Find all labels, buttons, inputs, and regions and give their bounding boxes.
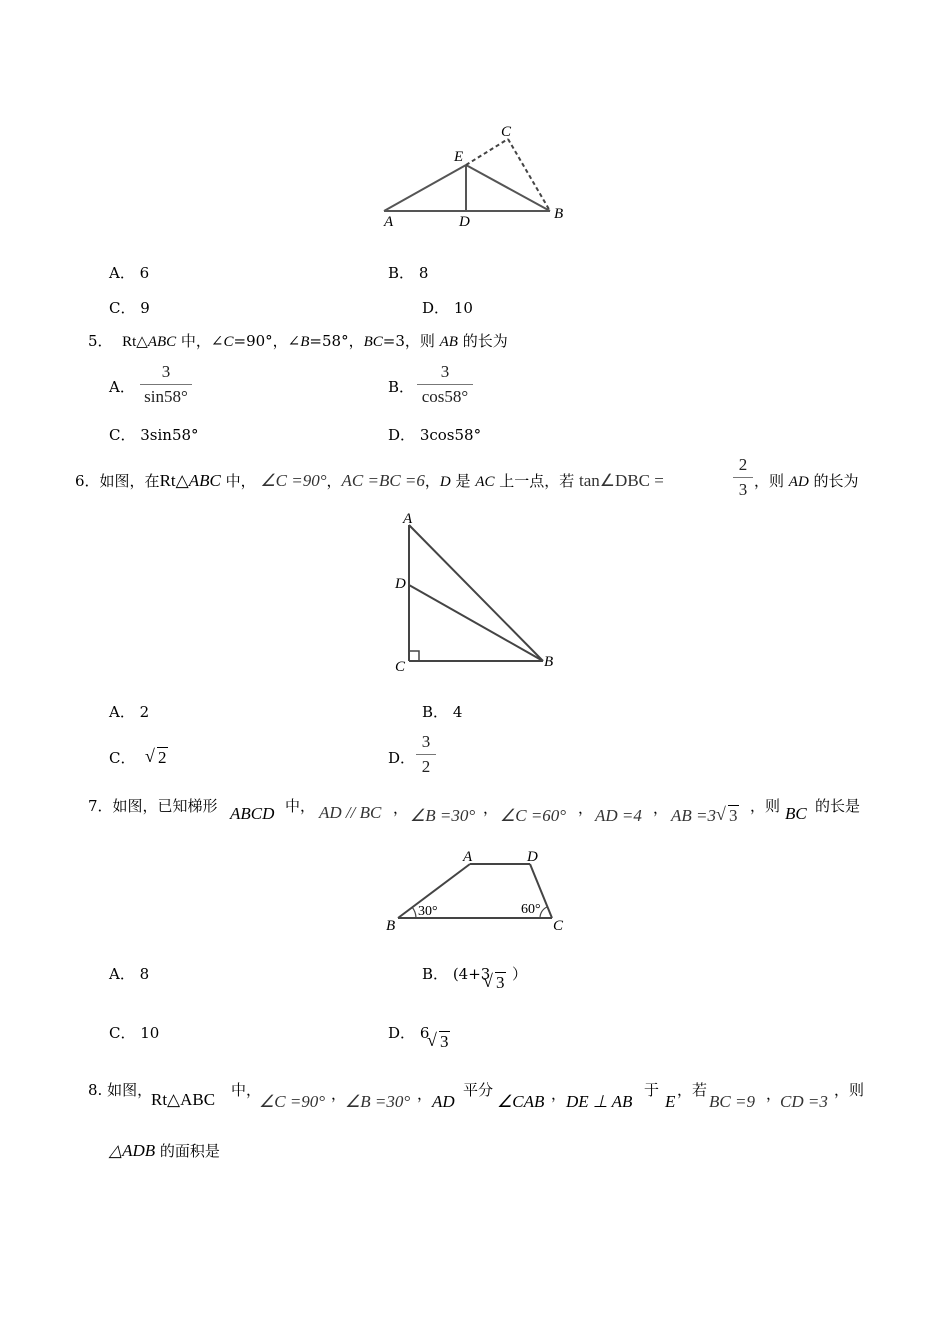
stem-text: 如图， <box>107 1081 153 1099</box>
q8-stem-a <box>88 1079 152 1100</box>
q4-dashed-ec <box>466 139 508 165</box>
stem-math: AC <box>475 474 495 490</box>
q7-comma-4: ， <box>653 799 669 817</box>
q5-stem <box>88 330 508 351</box>
stem-text: ，则 <box>754 472 789 490</box>
option-letter: A． <box>109 703 135 721</box>
option-text: 10 <box>453 299 473 317</box>
q7-angle-arc-c <box>540 907 547 918</box>
option-text: 4 <box>452 703 463 721</box>
q6-option-d-fraction <box>416 732 436 777</box>
q5-option-b[interactable] <box>388 376 414 397</box>
q8-stem-cab: ∠CAB <box>497 1092 545 1111</box>
stem-text: ， <box>326 472 342 490</box>
stem-math: B <box>300 334 310 350</box>
q4-figure <box>370 118 580 238</box>
q5-option-c[interactable] <box>109 424 199 445</box>
radicand: 2 <box>158 748 167 767</box>
fraction-numerator: 3 <box>140 362 192 385</box>
sqrt <box>716 806 739 826</box>
q6-label-c: C <box>395 659 406 675</box>
q4-segment-ae <box>384 165 466 211</box>
stem-text: 的面积是 <box>159 1142 220 1160</box>
q8-stem-ze: ，则 <box>834 1081 865 1099</box>
stem-math: AB =3 <box>671 806 716 825</box>
q7-option-d[interactable] <box>388 1022 429 1043</box>
q8-stem-e: E <box>665 1092 676 1111</box>
q8-stem-ruo: ，若 <box>677 1081 708 1099</box>
q6-label-d: D <box>395 576 406 592</box>
stem-math: ∠C =90° <box>260 471 327 490</box>
q7-angle-arc-b <box>412 907 416 918</box>
sqrt <box>427 1032 450 1052</box>
stem-text: =3，则 <box>382 332 440 350</box>
q7-stem-angle-b: ∠B =30° <box>410 806 476 825</box>
q6-right-angle-mark <box>409 651 419 661</box>
q4-label-a: A <box>384 214 394 230</box>
q7-option-b[interactable] <box>422 963 490 984</box>
stem-text: 的长为 <box>457 332 508 350</box>
q8-comma-2: ， <box>417 1085 433 1103</box>
stem-text: 的长为 <box>808 472 859 490</box>
q8-stem-bc: BC =9 <box>709 1092 755 1111</box>
option-letter: C． <box>109 299 136 317</box>
q6-option-d[interactable] <box>388 747 415 768</box>
q6-stem <box>75 470 664 491</box>
q8-stem-cd: CD =3 <box>780 1092 828 1111</box>
q5-option-a[interactable] <box>109 376 135 397</box>
option-letter: C． <box>109 426 136 444</box>
stem-text: 中，∠ <box>176 332 224 350</box>
stem-math: tan∠DBC = <box>579 471 664 490</box>
q4-label-b: B <box>554 206 564 222</box>
q4-label-c: C <box>501 124 512 140</box>
option-text: 6 <box>419 1024 430 1042</box>
fraction-denominator: 2 <box>421 757 431 776</box>
q7-option-c[interactable] <box>109 1022 159 1043</box>
q6-stem-tail <box>754 470 859 491</box>
stem-math: AC =BC =6 <box>341 471 425 490</box>
q6-option-c[interactable] <box>109 747 168 768</box>
q7-option-d-sqrt <box>427 1032 450 1052</box>
fraction-numerator: 3 <box>417 362 473 385</box>
q6-label-b: B <box>544 654 554 670</box>
stem-text: =90°，∠ <box>233 332 301 350</box>
radicand: 3 <box>440 1032 449 1051</box>
q4-option-c[interactable] <box>109 297 150 318</box>
option-letter: D． <box>422 299 450 317</box>
option-letter: A． <box>109 378 135 396</box>
option-text: 3cos58° <box>419 426 482 444</box>
option-letter: B． <box>422 965 449 983</box>
q6-segment-db <box>409 585 543 661</box>
q7-angle-c-label: 60° <box>521 902 541 917</box>
q4-option-d[interactable] <box>422 297 473 318</box>
q7-stem-a <box>88 795 218 816</box>
option-letter: B． <box>388 378 415 396</box>
stem-text: 上一点，若 <box>494 472 580 490</box>
q7-stem-bc: BC <box>785 804 807 823</box>
q7-option-a[interactable] <box>109 963 149 984</box>
q7-option-b-close: ） <box>512 965 528 983</box>
stem-text: 是 <box>450 472 476 490</box>
q7-label-c: C <box>553 918 564 934</box>
stem-math: C <box>223 334 234 350</box>
q8-stem-de: DE ⊥ AB <box>566 1092 633 1111</box>
stem-text: ， <box>424 472 440 490</box>
option-text: 8 <box>139 965 150 983</box>
sqrt <box>483 973 506 993</box>
radicand: 3 <box>496 973 505 992</box>
stem-text: Rt△ <box>122 334 148 350</box>
q7-label-d: D <box>527 849 538 865</box>
stem-math: D <box>439 474 451 490</box>
option-text: 8 <box>418 264 429 282</box>
question-number: 7． <box>88 797 113 815</box>
option-letter: D． <box>388 749 416 767</box>
q5-option-d[interactable] <box>388 424 481 445</box>
q8-comma-4: ， <box>766 1085 782 1103</box>
q7-stem-ze: ，则 <box>750 797 781 815</box>
q6-option-b[interactable] <box>422 701 462 722</box>
stem-text: 中， <box>225 472 256 490</box>
q7-stem-parallel: AD // BC <box>319 803 382 822</box>
sqrt <box>145 748 168 768</box>
q7-stem-zhong: 中， <box>285 797 316 815</box>
q5-option-b-fraction <box>417 362 473 407</box>
stem-math: Rt△ABC <box>151 1090 216 1109</box>
stem-math: △ADB <box>109 1141 156 1160</box>
option-letter: D． <box>388 1024 416 1042</box>
q7-stem-end: 的长是 <box>815 797 861 815</box>
stem-math: AD <box>788 474 809 490</box>
question-number: 6． <box>75 472 100 490</box>
stem-math: BC <box>363 334 383 350</box>
q8-stem-line2 <box>109 1140 220 1161</box>
stem-math: AB <box>439 334 458 350</box>
q7-comma-3: ， <box>578 799 594 817</box>
fraction-numerator: 3 <box>416 732 436 755</box>
option-text: (4+3 <box>452 965 491 983</box>
q7-comma-1: ， <box>393 799 409 817</box>
stem-text: Rt△ <box>159 471 189 490</box>
q7-stem-abcd: ABCD <box>230 804 275 823</box>
q7-option-b-sqrt <box>483 973 506 993</box>
q8-stem-zhong: 中， <box>231 1081 262 1099</box>
option-text: 9 <box>140 299 150 317</box>
q6-stem-fraction <box>733 455 753 500</box>
q6-figure <box>385 508 565 678</box>
q8-comma-1: ， <box>331 1085 347 1103</box>
stem-math: ABC <box>188 471 221 490</box>
q7-comma-2: ， <box>483 799 499 817</box>
option-letter: A． <box>109 264 135 282</box>
option-letter: A． <box>109 965 135 983</box>
q8-stem-pingfen: 平分 <box>463 1081 494 1099</box>
q4-label-e: E <box>454 149 464 165</box>
q6-option-a[interactable] <box>109 701 149 722</box>
fraction-denominator: sin58° <box>144 387 188 406</box>
q8-stem-ad: AD <box>432 1092 455 1111</box>
q8-stem-rt <box>151 1090 215 1110</box>
stem-text: 如图，已知梯形 <box>112 797 218 815</box>
fraction-denominator: 3 <box>738 480 748 499</box>
q7-figure <box>380 842 580 937</box>
question-number: 5． <box>88 332 113 350</box>
q4-option-a[interactable] <box>109 262 149 283</box>
q7-label-b: B <box>386 918 396 934</box>
q6-segment-ab <box>409 525 543 661</box>
fraction-numerator: 2 <box>733 455 753 478</box>
q8-stem-angle-b: ∠B =30° <box>345 1092 411 1111</box>
q7-label-a: A <box>463 849 473 865</box>
q7-stem-ab <box>671 806 739 826</box>
q4-option-b[interactable] <box>388 262 428 283</box>
question-number: 8. <box>88 1081 103 1099</box>
stem-text: =58°， <box>309 332 364 350</box>
radicand: 3 <box>729 806 738 825</box>
q5-option-a-fraction <box>140 362 192 407</box>
stem-math: ABC <box>147 334 177 350</box>
q6-label-a: A <box>403 511 413 527</box>
q8-comma-3: ， <box>551 1085 567 1103</box>
fraction-denominator: cos58° <box>421 387 469 406</box>
q7-stem-ad: AD =4 <box>595 806 642 825</box>
q7-angle-b-label: 30° <box>418 904 438 919</box>
option-text: 3sin58° <box>140 426 199 444</box>
option-letter: B． <box>422 703 449 721</box>
option-text: 6 <box>139 264 150 282</box>
q8-stem-yu: 于 <box>644 1081 660 1099</box>
option-letter: D． <box>388 426 416 444</box>
option-letter: B． <box>388 264 415 282</box>
option-text: 2 <box>139 703 150 721</box>
stem-text: 如图，在 <box>99 472 160 490</box>
option-letter: C． <box>109 1024 136 1042</box>
q4-label-d: D <box>459 214 470 230</box>
option-text: 10 <box>140 1024 160 1042</box>
q8-stem-angle-c: ∠C =90° <box>259 1092 326 1111</box>
option-letter: C． <box>109 749 136 767</box>
q7-stem-angle-c: ∠C =60° <box>500 806 567 825</box>
